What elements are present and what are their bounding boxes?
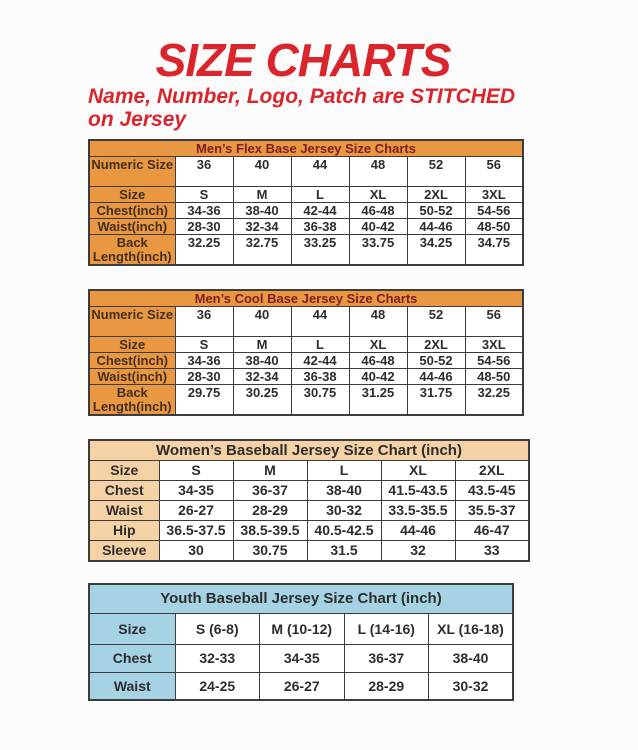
value-cell: 32-33	[175, 644, 260, 672]
row-label: Sleeve	[89, 541, 159, 562]
table-title: Men’s Flex Base Jersey Size Charts	[89, 140, 523, 157]
value-cell: 28-30	[175, 369, 233, 385]
value-cell: 29.75	[175, 385, 233, 416]
value-cell: 44	[291, 157, 349, 187]
value-cell: 2XL	[407, 187, 465, 203]
value-cell: 44	[291, 307, 349, 337]
value-cell: 40	[233, 307, 291, 337]
value-cell: S	[175, 337, 233, 353]
row-label: Waist(inch)	[89, 369, 175, 385]
value-cell: S	[159, 461, 233, 481]
value-cell: S	[175, 187, 233, 203]
value-cell: 38-40	[233, 203, 291, 219]
value-cell: 35.5-37	[455, 501, 529, 521]
value-cell: 56	[465, 307, 523, 337]
value-cell: 30.25	[233, 385, 291, 416]
value-cell: 33	[455, 541, 529, 562]
womens-baseball-table	[88, 439, 530, 562]
value-cell: M	[233, 461, 307, 481]
value-cell: 46-48	[349, 203, 407, 219]
value-cell: 42-44	[291, 203, 349, 219]
mens-cool-base-table	[88, 289, 524, 416]
value-cell: XL (16-18)	[429, 613, 514, 644]
row-label: Numeric Size	[89, 307, 175, 337]
value-cell: 31.75	[407, 385, 465, 416]
value-cell: 42-44	[291, 353, 349, 369]
value-cell: 30-32	[307, 501, 381, 521]
value-cell: 2XL	[455, 461, 529, 481]
value-cell: 33.75	[349, 235, 407, 266]
value-cell: 40-42	[349, 369, 407, 385]
value-cell: L	[291, 337, 349, 353]
row-label: Size	[89, 187, 175, 203]
value-cell: 48	[349, 307, 407, 337]
value-cell: 38.5-39.5	[233, 521, 307, 541]
value-cell: 52	[407, 307, 465, 337]
value-cell: 34-36	[175, 353, 233, 369]
value-cell: 46-48	[349, 353, 407, 369]
row-label: Hip	[89, 521, 159, 541]
value-cell: 32-34	[233, 219, 291, 235]
value-cell: 44-46	[381, 521, 455, 541]
value-cell: XL	[381, 461, 455, 481]
value-cell: 34.75	[465, 235, 523, 266]
value-cell: 44-46	[407, 369, 465, 385]
value-cell: 56	[465, 157, 523, 187]
value-cell: S (6-8)	[175, 613, 260, 644]
value-cell: 41.5-43.5	[381, 481, 455, 501]
row-label: Size	[89, 461, 159, 481]
value-cell: XL	[349, 187, 407, 203]
value-cell: 36-37	[233, 481, 307, 501]
row-label: Size	[89, 613, 175, 644]
value-cell: 32.25	[465, 385, 523, 416]
row-label: Chest	[89, 481, 159, 501]
value-cell: L	[291, 187, 349, 203]
value-cell: 30.75	[291, 385, 349, 416]
value-cell: 31.25	[349, 385, 407, 416]
table-title: Women’s Baseball Jersey Size Chart (inch)	[89, 440, 529, 461]
value-cell: 43.5-45	[455, 481, 529, 501]
row-label: Size	[89, 337, 175, 353]
value-cell: 54-56	[465, 353, 523, 369]
value-cell: 32	[381, 541, 455, 562]
value-cell: L	[307, 461, 381, 481]
value-cell: M (10-12)	[260, 613, 345, 644]
value-cell: 32.25	[175, 235, 233, 266]
value-cell: 54-56	[465, 203, 523, 219]
value-cell: 48-50	[465, 369, 523, 385]
value-cell: 24-25	[175, 672, 260, 700]
table-title: Youth Baseball Jersey Size Chart (inch)	[89, 584, 513, 613]
value-cell: 38-40	[307, 481, 381, 501]
value-cell: 44-46	[407, 219, 465, 235]
mens-flex-base-table	[88, 139, 524, 266]
value-cell: 30.75	[233, 541, 307, 562]
value-cell: 46-47	[455, 521, 529, 541]
value-cell: 36	[175, 307, 233, 337]
table-title: Men’s Cool Base Jersey Size Charts	[89, 290, 523, 307]
value-cell: 32-34	[233, 369, 291, 385]
value-cell: 30-32	[429, 672, 514, 700]
value-cell: 36-38	[291, 219, 349, 235]
value-cell: 34-35	[159, 481, 233, 501]
row-label: Back Length(inch)	[89, 385, 175, 416]
value-cell: 28-30	[175, 219, 233, 235]
row-label: Waist	[89, 672, 175, 700]
page-title: SIZE CHARTS	[155, 34, 451, 86]
value-cell: XL	[349, 337, 407, 353]
value-cell: 36.5-37.5	[159, 521, 233, 541]
row-label: Numeric Size	[89, 157, 175, 187]
value-cell: 3XL	[465, 337, 523, 353]
value-cell: 34-35	[260, 644, 345, 672]
youth-baseball-table	[88, 583, 514, 701]
value-cell: 26-27	[159, 501, 233, 521]
value-cell: 32.75	[233, 235, 291, 266]
value-cell: 40	[233, 157, 291, 187]
row-label: Back Length(inch)	[89, 235, 175, 266]
value-cell: 30	[159, 541, 233, 562]
row-label: Waist(inch)	[89, 219, 175, 235]
value-cell: 50-52	[407, 353, 465, 369]
value-cell: 38-40	[429, 644, 514, 672]
value-cell: 48-50	[465, 219, 523, 235]
value-cell: 26-27	[260, 672, 345, 700]
value-cell: 2XL	[407, 337, 465, 353]
row-label: Waist	[89, 501, 159, 521]
value-cell: 31.5	[307, 541, 381, 562]
row-label: Chest(inch)	[89, 353, 175, 369]
value-cell: 36-38	[291, 369, 349, 385]
value-cell: 28-29	[344, 672, 429, 700]
value-cell: L (14-16)	[344, 613, 429, 644]
value-cell: 52	[407, 157, 465, 187]
value-cell: 36-37	[344, 644, 429, 672]
subtitle-line-2: on Jersey	[88, 108, 187, 131]
value-cell: 50-52	[407, 203, 465, 219]
value-cell: 33.5-35.5	[381, 501, 455, 521]
value-cell: M	[233, 337, 291, 353]
value-cell: 28-29	[233, 501, 307, 521]
value-cell: 48	[349, 157, 407, 187]
subtitle	[88, 85, 515, 131]
value-cell: 34.25	[407, 235, 465, 266]
value-cell: 36	[175, 157, 233, 187]
value-cell: 34-36	[175, 203, 233, 219]
row-label: Chest(inch)	[89, 203, 175, 219]
value-cell: 40-42	[349, 219, 407, 235]
value-cell: 33.25	[291, 235, 349, 266]
value-cell: 40.5-42.5	[307, 521, 381, 541]
value-cell: 3XL	[465, 187, 523, 203]
value-cell: M	[233, 187, 291, 203]
value-cell: 38-40	[233, 353, 291, 369]
subtitle-line-1: Name, Number, Logo, Patch are STITCHED	[88, 85, 516, 108]
row-label: Chest	[89, 644, 175, 672]
